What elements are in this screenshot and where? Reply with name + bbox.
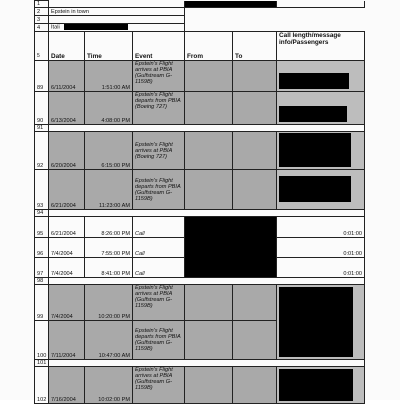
event-cell — [133, 170, 185, 210]
from-cell — [185, 367, 233, 404]
event-cell: Call — [133, 238, 185, 258]
event-cell — [133, 132, 185, 170]
event-cell — [133, 92, 185, 125]
row-number: 92 — [35, 132, 49, 170]
to-cell — [233, 61, 277, 92]
redacted-block — [185, 1, 277, 8]
table-row — [35, 217, 365, 238]
date-cell: 6/11/2004 — [49, 61, 85, 92]
table-row — [35, 16, 365, 24]
to-cell — [233, 321, 277, 360]
row-number: 91 — [35, 125, 49, 132]
time-cell: 10:20:00 PM — [85, 285, 133, 321]
column-header-info: Call length/message info/Passengers — [277, 32, 365, 61]
redacted-block — [279, 176, 351, 202]
info-cell: 0:01:00 — [277, 238, 365, 258]
event-cell — [133, 321, 185, 360]
date-cell: 6/21/2004 — [49, 217, 85, 238]
row-number: 97 — [35, 258, 49, 278]
time-cell: 10:02:00 PM — [85, 367, 133, 404]
info-cell: 0:01:00 — [277, 258, 365, 278]
time-cell: 8:41:00 PM — [85, 258, 133, 278]
table-row — [35, 278, 365, 285]
from-cell — [185, 321, 233, 360]
redacted-block — [279, 287, 353, 357]
redacted-block — [64, 24, 128, 30]
column-header-to: To — [233, 32, 277, 61]
info-cell — [277, 170, 365, 210]
cell — [49, 16, 185, 24]
legend-cell — [49, 24, 185, 32]
event-cell — [133, 285, 185, 321]
event-cell — [133, 367, 185, 404]
event-cell — [133, 61, 185, 92]
spacer-cell — [49, 125, 365, 132]
column-header-time: Time — [85, 32, 133, 61]
row-number: 93 — [35, 170, 49, 210]
time-cell: 8:26:00 PM — [85, 217, 133, 238]
time-cell: 11:23:00 AM — [85, 170, 133, 210]
from-cell — [185, 132, 233, 170]
event-text: Epstein's Flight departs from PBIA (Gulfstream G-1159B) — [135, 177, 181, 202]
row-number: 94 — [35, 210, 49, 217]
event-cell: Call — [133, 258, 185, 278]
column-header-from: From — [185, 32, 233, 61]
to-cell — [233, 285, 277, 321]
table-row — [35, 170, 365, 210]
row-number: 1 — [35, 1, 49, 8]
date-cell: 7/4/2004 — [49, 285, 85, 321]
date-cell: 6/13/2004 — [49, 92, 85, 125]
table-row — [35, 8, 365, 16]
to-cell — [233, 367, 277, 404]
row-number: 96 — [35, 238, 49, 258]
cell — [185, 8, 365, 16]
event-text: Epstein's Flight departs from PBIA (Boeing 727) — [135, 92, 181, 110]
date-cell: 7/11/2004 — [49, 321, 85, 360]
call-log-table — [34, 0, 365, 404]
event-cell: Call — [133, 217, 185, 238]
event-text: Epstein's Flight arrives at PBIA (Boeing 727) — [135, 141, 173, 160]
table-row — [35, 367, 365, 404]
from-cell — [185, 170, 233, 210]
row-number: 98 — [35, 278, 49, 285]
date-cell: 7/16/2004 — [49, 367, 85, 404]
table-row — [35, 61, 365, 92]
row-number: 100 — [35, 321, 49, 360]
event-text: Epstein's Flight arrives at PBIA (Gulfstream G-1159B) — [135, 285, 173, 309]
redacted-block — [279, 133, 351, 167]
spacer-cell — [49, 210, 365, 217]
cell — [185, 16, 365, 24]
row-number: 89 — [35, 61, 49, 92]
table-row — [35, 125, 365, 132]
column-header-event: Event — [133, 32, 185, 61]
from-cell — [185, 285, 233, 321]
table-row — [35, 1, 365, 8]
table-row — [35, 132, 365, 170]
date-cell: 6/20/2004 — [49, 132, 85, 170]
row-number: 101 — [35, 360, 49, 367]
row-number: 99 — [35, 285, 49, 321]
info-cell — [277, 132, 365, 170]
row-number: 5 — [35, 32, 49, 61]
event-text: Epstein's Flight arrives at PBIA (Gulfstream G-1159B) — [135, 61, 173, 85]
legend-text: Epstein in town — [49, 8, 185, 16]
cell — [185, 24, 365, 32]
event-text: Epstein's Flight arrives at PBIA (Gulfstream G-1159B) — [135, 367, 173, 391]
row-number: 4 — [35, 24, 49, 32]
info-cell — [277, 61, 365, 92]
row-number: 90 — [35, 92, 49, 125]
time-cell: 1:51:00 AM — [85, 61, 133, 92]
time-cell: 4:08:00 PM — [85, 92, 133, 125]
date-cell: 6/21/2004 — [49, 170, 85, 210]
row-number: 3 — [35, 16, 49, 24]
row-number: 95 — [35, 217, 49, 238]
info-cell — [277, 285, 365, 360]
table-row — [35, 24, 365, 32]
table-row — [35, 360, 365, 367]
redacted-block — [279, 73, 349, 89]
to-cell — [233, 132, 277, 170]
info-cell: 0:01:00 — [277, 217, 365, 238]
column-header-date: Date — [49, 32, 85, 61]
time-cell: 6:15:00 PM — [85, 132, 133, 170]
redacted-block — [185, 217, 277, 278]
table-row — [35, 210, 365, 217]
header-row — [35, 32, 365, 61]
redacted-block — [279, 106, 347, 122]
redacted-block — [279, 369, 353, 401]
cell — [277, 1, 365, 8]
info-cell — [277, 92, 365, 125]
date-cell: 7/4/2004 — [49, 238, 85, 258]
row-number: 102 — [35, 367, 49, 404]
row-number: 2 — [35, 8, 49, 16]
to-cell — [233, 92, 277, 125]
spacer-cell — [49, 278, 365, 285]
spacer-cell — [49, 360, 365, 367]
from-cell — [185, 61, 233, 92]
legend-text: Itali — [51, 24, 60, 31]
info-cell — [277, 367, 365, 404]
date-cell: 7/4/2004 — [49, 258, 85, 278]
event-text: Epstein's Flight departs from PBIA (Gulfstream G-1159B) — [135, 328, 181, 353]
time-cell: 10:47:00 AM — [85, 321, 133, 360]
from-cell — [185, 92, 233, 125]
table-row — [35, 285, 365, 321]
to-cell — [233, 170, 277, 210]
cell — [49, 1, 185, 8]
time-cell: 7:55:00 PM — [85, 238, 133, 258]
table-row — [35, 92, 365, 125]
